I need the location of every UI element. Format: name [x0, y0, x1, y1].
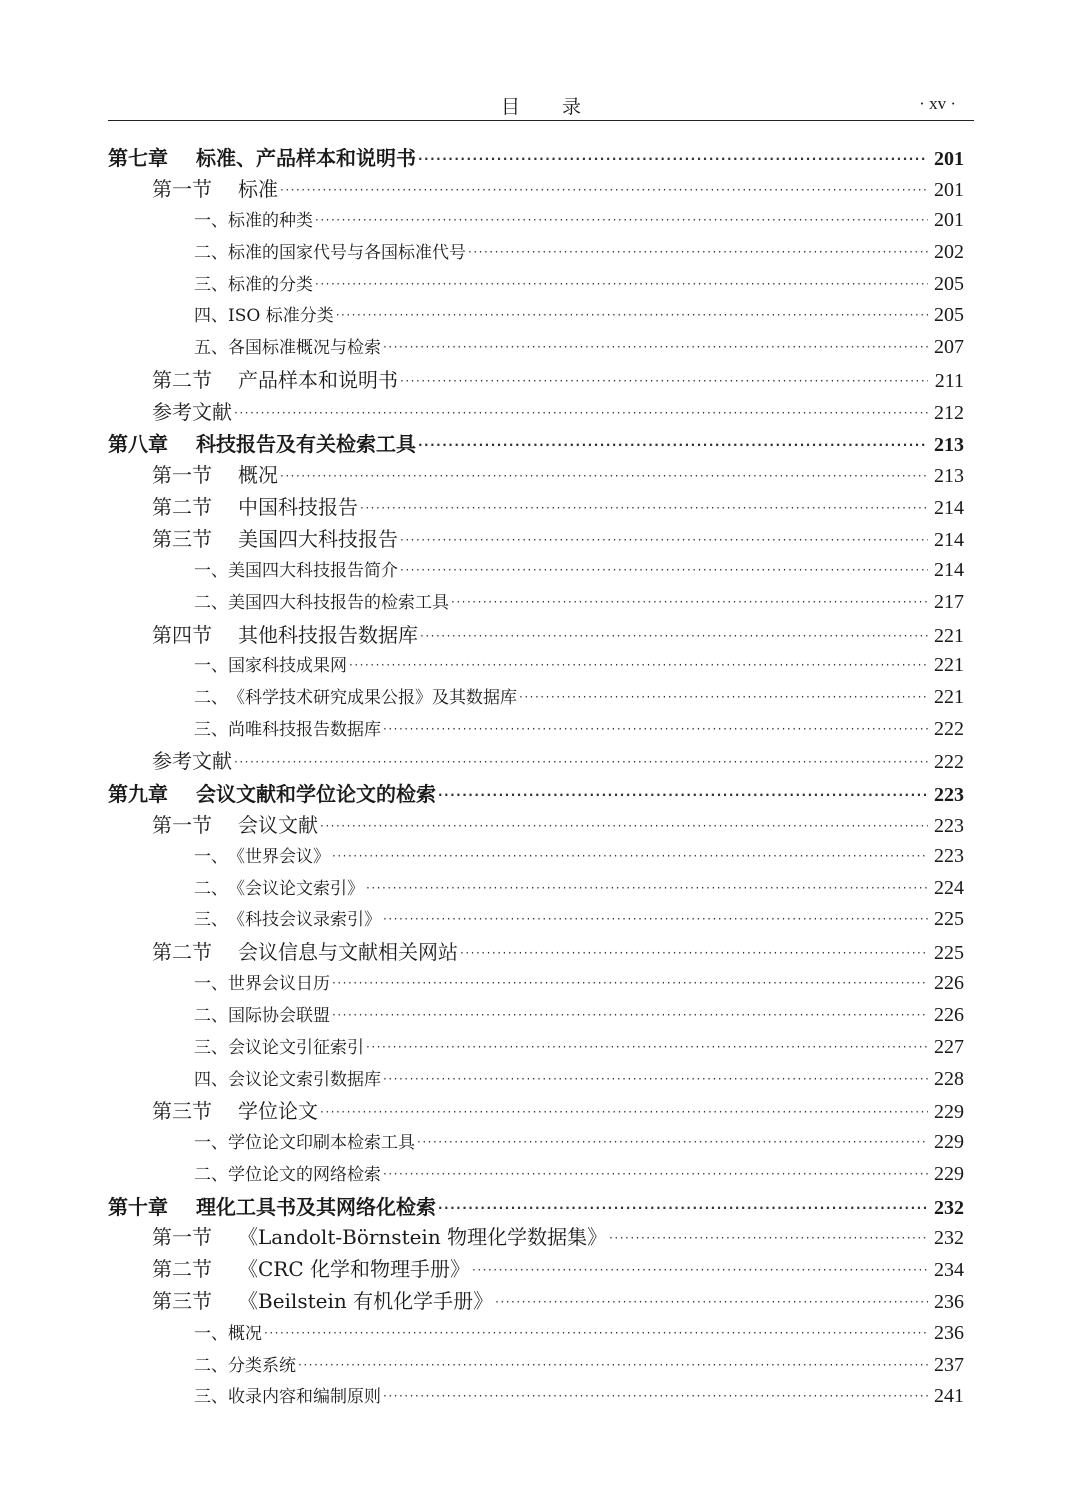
toc-entry-page: 229: [934, 1163, 964, 1185]
toc-entry-title: 《科技会议录索引》: [228, 910, 381, 930]
toc-entry-number: 一、: [194, 847, 228, 867]
toc-entry-title: 国际协会联盟: [228, 1006, 330, 1026]
toc-dot-leader: [438, 1193, 928, 1217]
toc-entry-title: 《Landolt-Börnstein 物理化学数据集》: [238, 1225, 608, 1249]
toc-entry-label: [194, 969, 330, 994]
toc-entry-page: 205: [934, 304, 964, 326]
toc-entry-title: 概况: [238, 463, 278, 487]
toc-entry-title: 概况: [228, 1324, 262, 1344]
toc-dot-leader: [438, 780, 928, 804]
toc-entry-number: 一、: [194, 974, 228, 994]
toc-entry-section[interactable]: [152, 1095, 964, 1124]
toc-entry-label: [194, 651, 347, 676]
toc-entry-label: [152, 745, 232, 774]
toc-entry-page: 226: [934, 1004, 964, 1026]
toc-entry-page: 214: [934, 529, 964, 551]
toc-entry-ref[interactable]: [152, 745, 964, 774]
toc-entry-title: 会议文献: [238, 813, 318, 837]
toc-entry-label: [194, 874, 364, 899]
toc-entry-label: [194, 1033, 364, 1058]
toc-entry-label: [194, 1065, 381, 1090]
toc-entry-item[interactable]: [194, 333, 964, 359]
toc-entry-page: 232: [934, 1227, 964, 1249]
toc-entry-number: 第一节: [152, 1225, 212, 1249]
toc-entry-number: 二、: [194, 243, 228, 263]
toc-dot-leader: [400, 366, 928, 390]
toc-entry-title: 学位论文印刷本检索工具: [228, 1133, 415, 1153]
toc-entry-page: 237: [934, 1354, 964, 1376]
toc-entry-title: 尚唯科技报告数据库: [228, 720, 381, 740]
toc-dot-leader: [332, 972, 928, 992]
toc-entry-number: 一、: [194, 1133, 228, 1153]
toc-dot-leader: [420, 621, 928, 645]
toc-entry-chapter[interactable]: [108, 1191, 964, 1220]
toc-entry-title: 其他科技报告数据库: [238, 623, 418, 647]
toc-entry-page: 223: [934, 784, 964, 806]
toc-dot-leader: [383, 1068, 928, 1088]
toc-entry-title: 会议论文索引数据库: [228, 1070, 381, 1090]
toc-dot-leader: [400, 525, 928, 549]
toc-entry-section[interactable]: [152, 619, 964, 648]
toc-entry-title: 会议文献和学位论文的检索: [196, 782, 436, 806]
toc-entry-page: 222: [934, 718, 964, 740]
toc-entry-section[interactable]: [152, 459, 964, 488]
toc-entry-number: 三、: [194, 1038, 228, 1058]
toc-entry-page: 223: [934, 845, 964, 867]
toc-dot-leader: [280, 175, 928, 199]
toc-entry-label: [152, 619, 418, 648]
toc-entry-section[interactable]: [152, 1285, 964, 1314]
toc-entry-label: [108, 778, 436, 807]
toc-entry-page: 213: [934, 465, 964, 487]
toc-entry-title: 《CRC 化学和物理手册》: [238, 1257, 471, 1281]
toc-entry-number: 二、: [194, 879, 228, 899]
toc-entry-label: [152, 936, 458, 965]
toc-entry-number: 第二节: [152, 1257, 212, 1281]
toc-entry-page: 225: [934, 942, 964, 964]
toc-entry-page: 212: [934, 402, 964, 424]
toc-entry-number: 三、: [194, 910, 228, 930]
page-title-char-1: 目: [500, 96, 520, 118]
toc-entry-page: 232: [934, 1197, 964, 1219]
toc-entry-title: 参考文献: [152, 749, 232, 773]
toc-entry-item[interactable]: [194, 1160, 964, 1186]
toc-entry-number: 一、: [194, 561, 228, 581]
toc-dot-leader: [383, 1385, 928, 1405]
toc-entry-label: [108, 428, 416, 457]
toc-entry-label: [152, 1221, 607, 1250]
toc-entry-title: 各国标准概况与检索: [228, 338, 381, 358]
toc-entry-title: 《科学技术研究成果公报》及其数据库: [228, 688, 517, 708]
toc-entry-section[interactable]: [152, 173, 964, 202]
toc-entry-item[interactable]: [194, 905, 964, 931]
toc-entry-item[interactable]: [194, 715, 964, 741]
toc-entry-number: 一、: [194, 656, 228, 676]
toc-entry-label: [152, 1285, 493, 1314]
toc-entry-title: 标准的国家代号与各国标准代号: [228, 243, 466, 263]
toc-entry-page: 225: [934, 908, 964, 930]
toc-entry-page: 222: [934, 751, 964, 773]
toc-entry-page: 223: [934, 815, 964, 837]
toc-entry-ref[interactable]: [152, 396, 964, 425]
toc-dot-leader: [417, 1131, 928, 1151]
toc-entry-title: 标准、产品样本和说明书: [196, 146, 416, 170]
toc-dot-leader: [383, 908, 928, 928]
toc-entry-title: 分类系统: [228, 1356, 296, 1376]
toc-entry-section[interactable]: [152, 809, 964, 838]
toc-entry-section[interactable]: [152, 1221, 964, 1250]
toc-entry-page: 234: [934, 1259, 964, 1281]
toc-entry-label: [194, 333, 381, 358]
toc-entry-label: [194, 1160, 381, 1185]
toc-entry-page: 213: [934, 434, 964, 456]
toc-dot-leader: [280, 461, 928, 485]
toc-entry-title: 《会议论文索引》: [228, 879, 364, 899]
toc-entry-label: [194, 1001, 330, 1026]
toc-entry-item[interactable]: [194, 1065, 964, 1091]
toc-entry-item[interactable]: [194, 874, 964, 900]
toc-entry-item[interactable]: [194, 1382, 964, 1408]
toc-entry-label: [194, 1382, 381, 1407]
toc-entry-item[interactable]: [194, 1001, 964, 1027]
toc-entry-page: 241: [934, 1385, 964, 1407]
toc-entry-page: 214: [934, 497, 964, 519]
toc-entry-number: 第二节: [152, 940, 212, 964]
toc-dot-leader: [609, 1223, 928, 1247]
toc-entry-item[interactable]: [194, 301, 964, 327]
toc-dot-leader: [315, 273, 928, 293]
toc-dot-leader: [320, 1097, 928, 1121]
toc-entry-item[interactable]: [194, 556, 964, 582]
toc-dot-leader: [234, 398, 928, 422]
toc-dot-leader: [320, 811, 928, 835]
toc-entry-page: 221: [934, 686, 964, 708]
toc-entry-label: [152, 173, 278, 202]
toc-entry-item[interactable]: [194, 969, 964, 995]
toc-entry-page: 202: [934, 241, 964, 263]
toc-entry-title: 美国四大科技报告的检索工具: [228, 593, 449, 613]
toc-entry-number: 三、: [194, 1387, 228, 1407]
toc-dot-leader: [519, 686, 928, 706]
toc-entry-label: [194, 1128, 415, 1153]
toc-entry-chapter[interactable]: [108, 778, 964, 807]
toc-entry-item[interactable]: [194, 206, 964, 232]
toc-entry-section[interactable]: [152, 491, 964, 520]
toc-dot-leader: [360, 493, 928, 517]
toc-entry-chapter[interactable]: [108, 142, 964, 171]
toc-entry-number: 第四节: [152, 623, 212, 647]
toc-entry-number: 二、: [194, 688, 228, 708]
toc-entry-label: [152, 1253, 470, 1282]
toc-entry-page: 229: [934, 1101, 964, 1123]
toc-entry-label: [152, 364, 398, 393]
toc-entry-label: [194, 206, 313, 231]
toc-dot-leader: [332, 845, 928, 865]
toc-entry-item[interactable]: [194, 683, 964, 709]
toc-entry-number: 二、: [194, 593, 228, 613]
toc-entry-title: 学位论文: [238, 1099, 318, 1123]
toc-dot-leader: [315, 209, 928, 229]
page-number: · xv ·: [919, 94, 956, 113]
toc-entry-number: 二、: [194, 1356, 228, 1376]
toc-entry-title: 美国四大科技报告: [238, 527, 398, 551]
toc-entry-page: 236: [934, 1291, 964, 1313]
toc-entry-title: 《Beilstein 有机化学手册》: [238, 1289, 494, 1313]
toc-entry-number: 三、: [194, 275, 228, 295]
toc-entry-item[interactable]: [194, 1033, 964, 1059]
toc-entry-number: 五、: [194, 338, 228, 358]
toc-entry-item[interactable]: [194, 842, 964, 868]
toc-entry-page: 217: [934, 591, 964, 613]
toc-dot-leader: [366, 877, 928, 897]
toc-entry-title: 理化工具书及其网络化检索: [196, 1195, 436, 1219]
toc-entry-page: 205: [934, 273, 964, 295]
toc-entry-number: 四、: [194, 306, 228, 326]
toc-entry-label: [152, 459, 278, 488]
toc-entry-label: [152, 491, 358, 520]
toc-entry-title: 参考文献: [152, 400, 232, 424]
toc-entry-label: [152, 396, 232, 425]
toc-entry-title: 会议论文引征索引: [228, 1038, 364, 1058]
toc-entry-label: [194, 301, 334, 326]
toc-dot-leader: [451, 591, 928, 611]
toc-entry-title: 《世界会议》: [228, 847, 330, 867]
toc-entry-section[interactable]: [152, 936, 964, 965]
toc-entry-title: 收录内容和编制原则: [228, 1387, 381, 1407]
toc-dot-leader: [383, 1163, 928, 1183]
toc-entry-number: 二、: [194, 1006, 228, 1026]
toc-entry-chapter[interactable]: [108, 428, 964, 457]
toc-entry-label: [152, 523, 398, 552]
toc-entry-title: 标准的种类: [228, 211, 313, 231]
toc-entry-label: [194, 1351, 296, 1376]
toc-entry-page: 226: [934, 972, 964, 994]
toc-entry-label: [108, 142, 416, 171]
toc-entry-title: ISO 标准分类: [228, 306, 334, 326]
toc-dot-leader: [349, 654, 928, 674]
toc-entry-label: [194, 683, 517, 708]
toc-entry-label: [152, 809, 318, 838]
toc-entry-item[interactable]: [194, 238, 964, 264]
toc-entry-item[interactable]: [194, 588, 964, 614]
toc-entry-title: 国家科技成果网: [228, 656, 347, 676]
toc-entry-title: 世界会议日历: [228, 974, 330, 994]
toc-entry-label: [194, 238, 466, 263]
toc-dot-leader: [383, 718, 928, 738]
toc-entry-label: [194, 905, 381, 930]
toc-dot-leader: [366, 1036, 928, 1056]
toc-entry-page: 221: [934, 654, 964, 676]
toc-entry-item[interactable]: [194, 1128, 964, 1154]
toc-entry-number: 第七章: [108, 146, 168, 170]
toc-dot-leader: [495, 1287, 928, 1311]
toc-entry-title: 标准: [238, 177, 278, 201]
toc-entry-label: [108, 1191, 436, 1220]
toc-entry-page: 224: [934, 877, 964, 899]
toc-dot-leader: [472, 1255, 928, 1279]
toc-entry-number: 第二节: [152, 368, 212, 392]
toc-entry-page: 221: [934, 625, 964, 647]
toc-entry-item[interactable]: [194, 1319, 964, 1345]
toc-entry-number: 第三节: [152, 1099, 212, 1123]
toc-dot-leader: [234, 747, 928, 771]
toc-dot-leader: [418, 144, 928, 168]
toc-entry-page: 236: [934, 1322, 964, 1344]
toc-entry-label: [194, 842, 330, 867]
toc-entry-title: 美国四大科技报告简介: [228, 561, 398, 581]
toc-dot-leader: [336, 304, 928, 324]
toc-dot-leader: [400, 559, 928, 579]
toc-entry-label: [194, 270, 313, 295]
toc-entry-item[interactable]: [194, 270, 964, 296]
toc-entry-label: [152, 1095, 318, 1124]
toc-entry-number: 第三节: [152, 1289, 212, 1313]
page-title-char-2: 录: [562, 96, 582, 118]
toc-entry-label: [194, 1319, 262, 1344]
toc-entry-number: 第二节: [152, 495, 212, 519]
header-divider: [108, 120, 974, 121]
toc-entry-section[interactable]: [152, 364, 964, 393]
toc-entry-section[interactable]: [152, 523, 964, 552]
toc-entry-item[interactable]: [194, 1351, 964, 1377]
toc-entry-page: 207: [934, 336, 964, 358]
toc-dot-leader: [298, 1354, 928, 1374]
toc-entry-number: 第一节: [152, 813, 212, 837]
toc-entry-title: 中国科技报告: [238, 495, 358, 519]
toc-entry-page: 201: [934, 179, 964, 201]
toc-entry-page: 227: [934, 1036, 964, 1058]
toc-entry-number: 一、: [194, 1324, 228, 1344]
toc-entry-number: 四、: [194, 1070, 228, 1090]
page-header: [108, 88, 974, 120]
toc-entry-number: 第三节: [152, 527, 212, 551]
toc-entry-number: 第一节: [152, 463, 212, 487]
toc-entry-number: 二、: [194, 1165, 228, 1185]
toc-entry-page: 228: [934, 1068, 964, 1090]
toc-entry-page: 211: [934, 370, 964, 392]
toc-entry-number: 第九章: [108, 782, 168, 806]
toc-dot-leader: [264, 1322, 928, 1342]
toc-entry-page: 229: [934, 1131, 964, 1153]
toc-entry-label: [194, 715, 381, 740]
toc-entry-title: 会议信息与文献相关网站: [238, 940, 458, 964]
page-title: [108, 92, 974, 119]
toc-dot-leader: [460, 938, 928, 962]
toc-entry-label: [194, 588, 449, 613]
toc-dot-leader: [383, 336, 928, 356]
toc-entry-number: 三、: [194, 720, 228, 740]
toc-entry-item[interactable]: [194, 651, 964, 677]
toc-dot-leader: [468, 241, 928, 261]
toc-entry-title: 学位论文的网络检索: [228, 1165, 381, 1185]
toc-entry-page: 214: [934, 559, 964, 581]
toc-entry-page: 201: [934, 209, 964, 231]
toc-entry-section[interactable]: [152, 1253, 964, 1282]
toc-dot-leader: [332, 1004, 928, 1024]
toc-entry-page: 201: [934, 148, 964, 170]
toc-entry-title: 科技报告及有关检索工具: [196, 432, 416, 456]
toc-entry-title: 产品样本和说明书: [238, 368, 398, 392]
toc-entry-number: 第八章: [108, 432, 168, 456]
toc-entry-label: [194, 556, 398, 581]
toc-entry-number: 第十章: [108, 1195, 168, 1219]
toc-entry-number: 一、: [194, 211, 228, 231]
toc-dot-leader: [418, 430, 928, 454]
toc-entry-title: 标准的分类: [228, 275, 313, 295]
toc-entry-number: 第一节: [152, 177, 212, 201]
